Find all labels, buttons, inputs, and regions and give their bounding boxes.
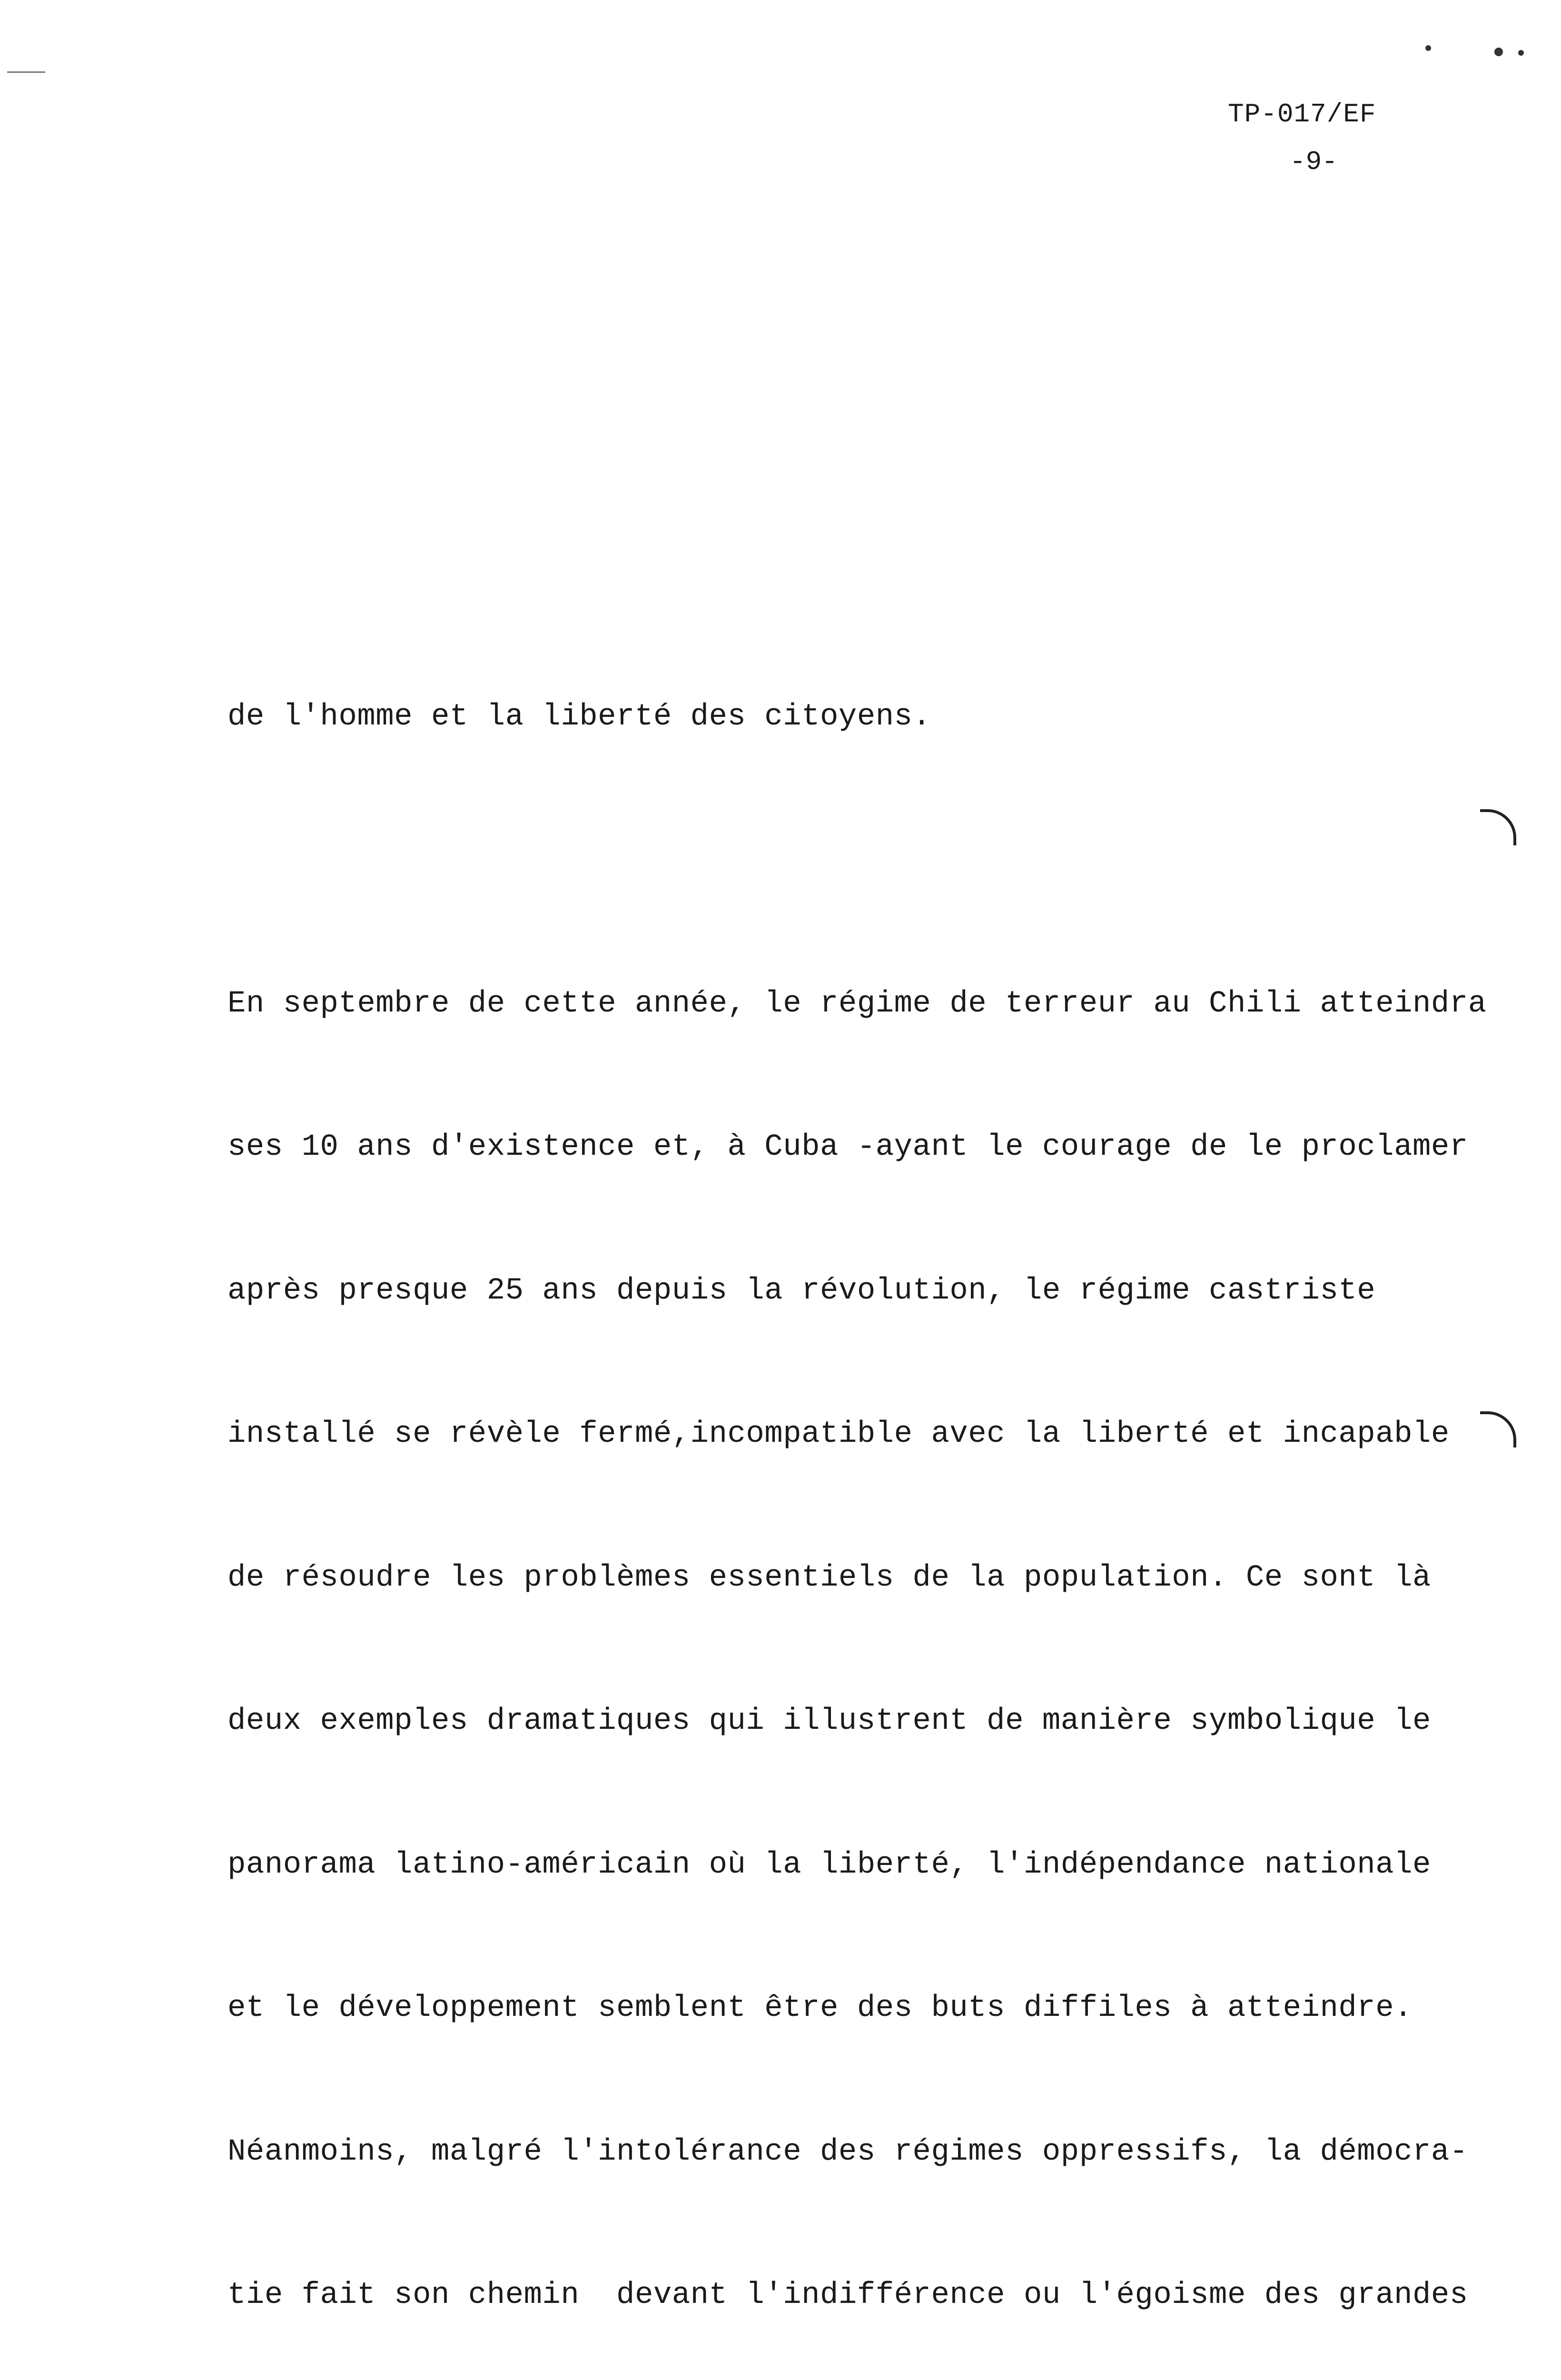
text-line: tie fait son chemin devant l'indifférence ou l'égoisme des grandes [227,2271,1531,2320]
scan-mark [7,71,45,73]
text-line: et le développement semblent être des buts diffiles à atteindre. [227,1984,1531,2033]
scan-speck [1494,48,1503,56]
text-line: panorama latino-américain où la liberté, l'indépendance nationale [227,1841,1531,1889]
text-line: de résoudre les problèmes essentiels de la population. Ce sont là [227,1554,1531,1602]
paragraph [227,597,1531,837]
text-line: Néanmoins, malgré l'intolérance des régimes oppressifs, la démocra- [227,2128,1531,2176]
text-line: En septembre de cette année, le régime de terreur au Chili atteindra [227,980,1531,1028]
body-text [227,597,1531,2380]
text-line: deux exemples dramatiques qui illustrent de manière symbolique le [227,1697,1531,1745]
page-number: -9- [1228,138,1447,186]
paragraph [227,884,1531,2380]
scan-speck [1518,50,1524,56]
text-line: de l'homme et la liberté des citoyens. [227,693,1531,741]
page-header [1228,90,1447,186]
text-line: ses 10 ans d'existence et, à Cuba -ayant le courage de le proclamer [227,1123,1531,1171]
text-line: après presque 25 ans depuis la révolution, le régime castriste [227,1267,1531,1315]
scan-speck [1425,45,1431,51]
text-line: installé se révèle fermé,incompatible avec la liberté et incapable [227,1410,1531,1458]
document-reference: TP-017/EF [1228,90,1447,138]
